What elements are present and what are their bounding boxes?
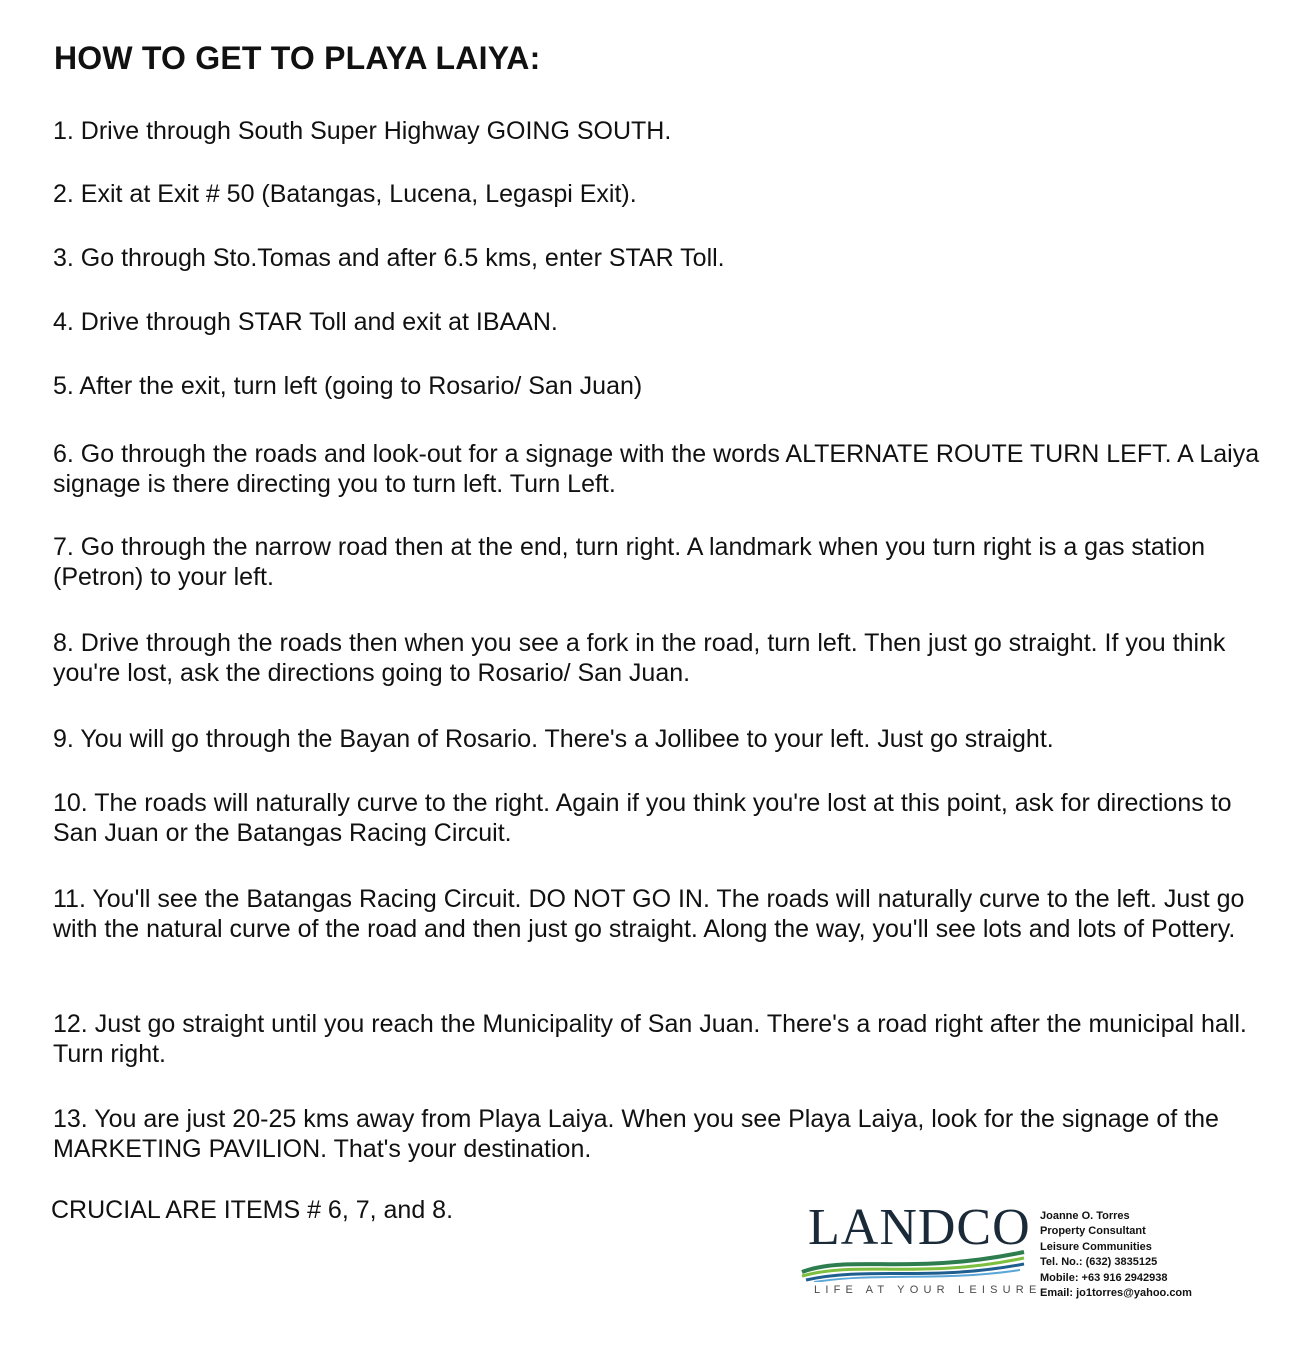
contact-tel: Tel. No.: (632) 3835125 <box>1040 1256 1158 1269</box>
contact-position: Property Consultant <box>1040 1225 1146 1238</box>
landco-logo <box>800 1199 1042 1310</box>
step-11: 11. You'll see the Batangas Racing Circuit. DO NOT GO IN. The roads will naturally curve to the left. Just go with the natural curve of the road and then just go straight. Along the way, you'll see lots and lots of Pottery. <box>53 885 1245 943</box>
logo-waves-icon <box>800 1246 1026 1282</box>
contact-department: Leisure Communities <box>1040 1240 1152 1253</box>
crucial-note: CRUCIAL ARE ITEMS # 6, 7, and 8. <box>51 1196 454 1224</box>
step-12: 12. Just go straight until you reach the Municipality of San Juan. There's a road right after the municipal hall. Turn right. <box>53 1010 1247 1068</box>
step-5: 5. After the exit, turn left (going to Rosario/ San Juan) <box>53 372 643 400</box>
step-4: 4. Drive through STAR Toll and exit at IBAAN. <box>53 308 558 336</box>
step-2: 2. Exit at Exit # 50 (Batangas, Lucena, Legaspi Exit). <box>53 180 637 208</box>
step-8: 8. Drive through the roads then when you see a fork in the road, turn left. Then just go straight. If you think you're lost, ask the directions going to Rosario/ San Juan. <box>53 629 1226 687</box>
step-9: 9. You will go through the Bayan of Rosario. There's a Jollibee to your left. Just go straight. <box>53 725 1054 753</box>
contact-mobile: Mobile: +63 916 2942938 <box>1040 1271 1168 1284</box>
contact-name: Joanne O. Torres <box>1040 1210 1130 1222</box>
logo-tagline: LIFE AT YOUR LEISURE <box>814 1284 1042 1296</box>
step-3: 3. Go through Sto.Tomas and after 6.5 kms, enter STAR Toll. <box>53 244 725 272</box>
page-title: HOW TO GET TO PLAYA LAIYA: <box>54 40 541 76</box>
contact-email: Email: jo1torres@yahoo.com <box>1040 1287 1192 1300</box>
step-1: 1. Drive through South Super Highway GOING SOUTH. <box>53 117 672 145</box>
step-7: 7. Go through the narrow road then at the end, turn right. A landmark when you turn right is a gas station (Petron) to your left. <box>53 533 1206 591</box>
step-13: 13. You are just 20-25 kms away from Playa Laiya. When you see Playa Laiya, look for the signage of the MARKETING PAVILION. That's your destination. <box>53 1105 1219 1163</box>
contact-card <box>1040 1209 1192 1301</box>
logo-wordmark: LANDCO <box>808 1199 1031 1256</box>
step-6: 6. Go through the roads and look-out for a signage with the words ALTERNATE ROUTE TURN LEFT. A Laiya signage is there directing you to turn left. Turn Left. <box>53 440 1260 498</box>
step-10: 10. The roads will naturally curve to the right. Again if you think you're lost at this point, ask for directions to San Juan or the Batangas Racing Circuit. <box>53 789 1232 847</box>
